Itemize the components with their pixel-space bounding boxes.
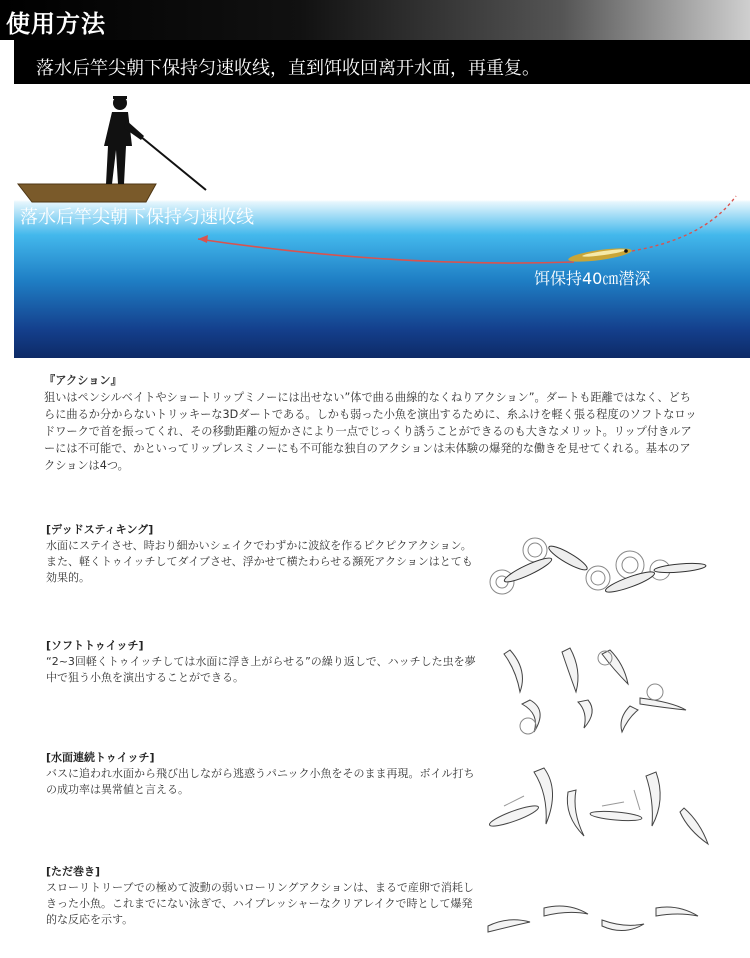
- retrieve-line: [198, 239, 574, 263]
- action-title: [ただ巻き]: [46, 865, 101, 878]
- action-title: [デッドスティキング]: [46, 523, 154, 536]
- arrow-icon: [198, 235, 208, 243]
- depth-label: 饵保持40㎝潜深: [534, 269, 651, 288]
- rod-icon: [140, 136, 206, 190]
- action-body: 水面にステイさせ、時おり細かいシェイクでわずかに波紋を作るピクピクアクション。また、軽くトゥイッチしてダイブさせ、浮かせて横たわらせる瀕死アクションはとても効果的。: [46, 539, 473, 584]
- action-body: “2~3回軽くトゥイッチしては水面に浮き上がらせる”の繰り返しで、ハッチした虫を夢中で狙う小魚を演出することができる。: [46, 655, 476, 684]
- cast-arc: [626, 196, 736, 252]
- lure-icon: [568, 246, 633, 265]
- intro-title: 『アクション』: [44, 374, 122, 387]
- fishing-illustration: [14, 40, 750, 358]
- page-title: 使用方法: [6, 10, 106, 38]
- intro-body: 狙いはペンシルベイトやショートリップミノーには出せない”体で曲る曲線的なくねりアクション”。ダートも距離ではなく、どちらに曲るか分からないトリッキーな3Dダートである。しかも弱った小魚を演出するために、糸ふけを軽く張る程度のソフトなロッドワークで首を振ってくれ、その移動距離の短かさにより一点でじっくり誘うことができるのも大きなメリット。リップ付きルアーには不可能で、かといってリップレスミノーにも不可能な独自のアクションは未体験の爆発的な働きを見せてくれる。基本のアクションは4つ。: [44, 391, 697, 472]
- water-label: 落水后竿尖朝下保持匀速收线: [20, 207, 254, 228]
- angler-icon: [104, 96, 144, 184]
- action-title: [水面連続トゥイッチ]: [46, 751, 155, 764]
- action-dead-sticking: [46, 522, 476, 586]
- scene-instruction: 落水后竿尖朝下保持匀速收线，直到饵收回离开水面，再重复。: [36, 58, 540, 79]
- action-body: スローリトリーブでの極めて波動の弱いローリングアクションは、まるで産卵で消耗しきった小魚。これまでにない泳ぎで、ハイプレッシャーなクリアレイクで時として爆発的な反応を示す。: [46, 881, 474, 926]
- surface-twitch-illustration: [484, 760, 714, 850]
- soft-twitch-illustration: [490, 640, 700, 740]
- action-body: バスに追われ水面から飛び出しながら逃惑うパニック小魚をそのまま再現。ボイル打ちの成功率は異常値と言える。: [46, 767, 475, 796]
- dead-sticking-illustration: [480, 530, 720, 620]
- header-bar: [0, 0, 750, 40]
- action-title: [ソフトトゥイッチ]: [46, 639, 144, 652]
- intro-section: [44, 372, 700, 474]
- action-soft-twitch: [46, 638, 476, 686]
- action-steady-retrieve: [46, 864, 476, 928]
- retrieve-scene: [14, 40, 750, 358]
- steady-retrieve-illustration: [484, 898, 714, 946]
- boat-icon: [18, 184, 156, 202]
- action-surface-twitch: [46, 750, 476, 798]
